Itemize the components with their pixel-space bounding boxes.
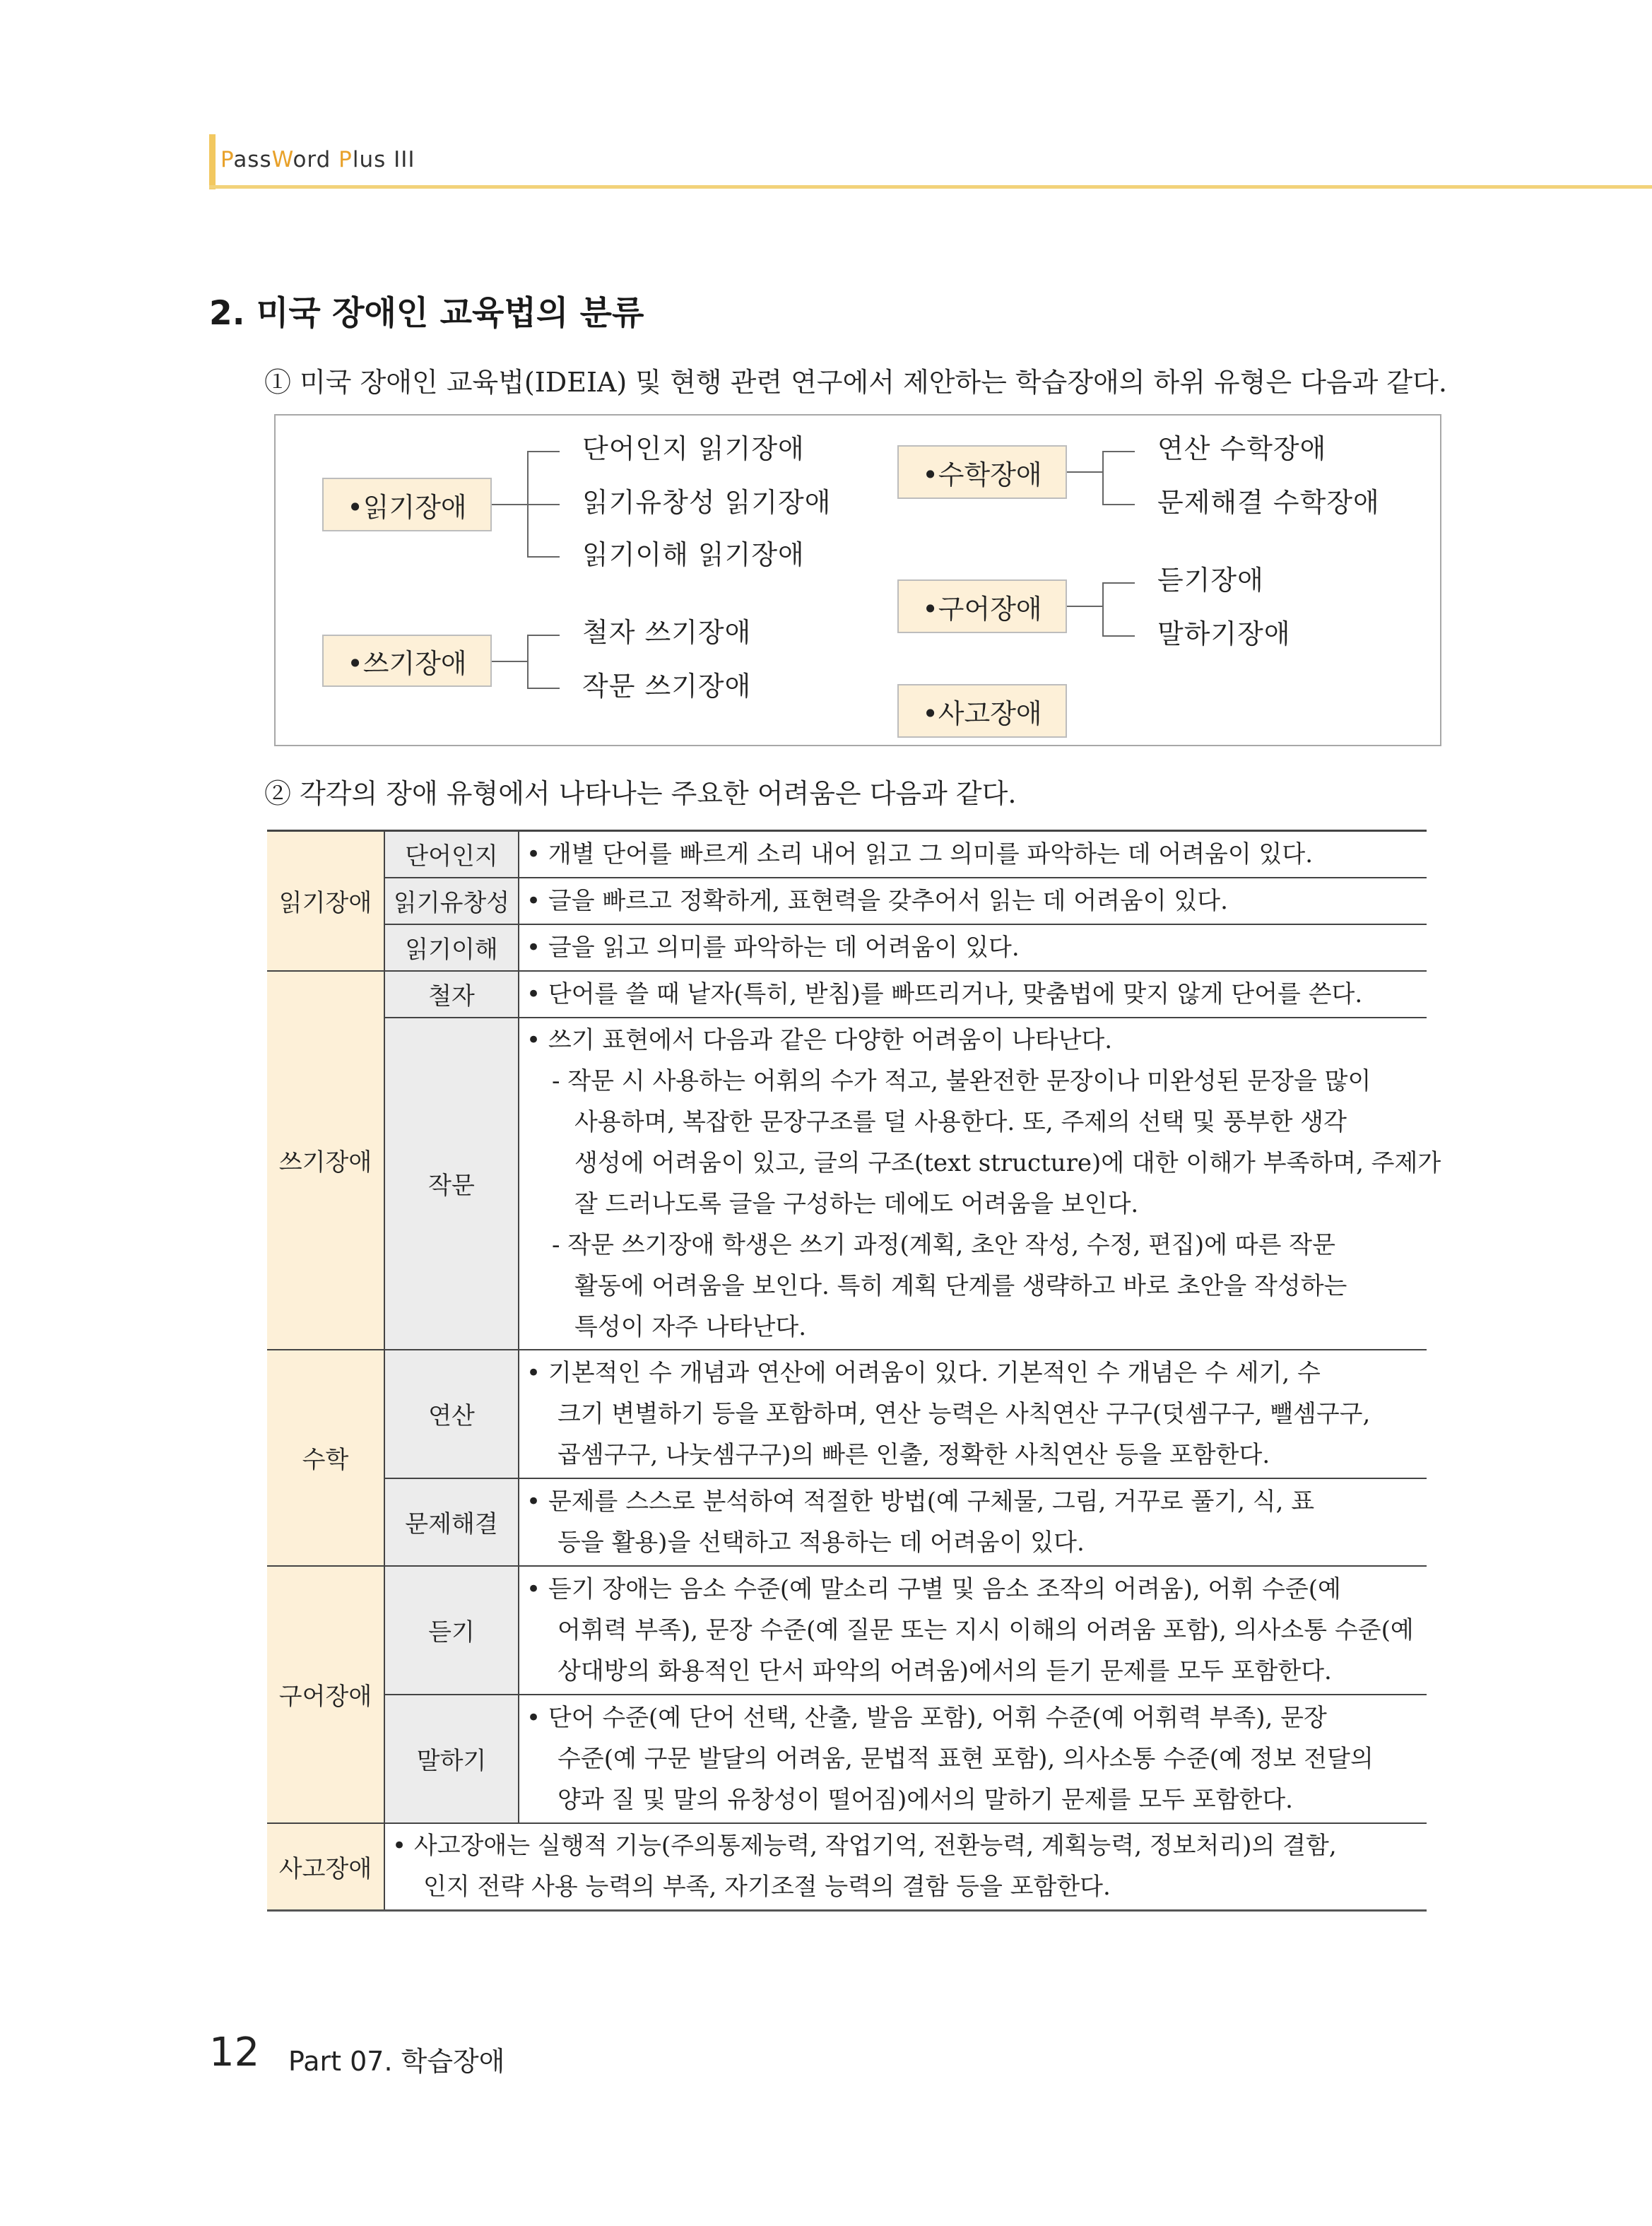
subtype-cell: 철자	[384, 971, 519, 1018]
category-cell: 읽기장애	[267, 831, 384, 971]
description-cell	[519, 924, 1427, 971]
table-row	[267, 831, 1427, 878]
description-line: 크기 변별하기 등을 포함하며, 연산 능력은 사칙연산 구구(덧셈구구, 뺄셈구구,	[557, 1399, 1371, 1428]
table-row	[267, 1350, 1427, 1478]
connector	[1102, 451, 1135, 452]
running-title-part: III	[394, 147, 415, 172]
description-line: • 단어를 쓸 때 낱자(특히, 받침)를 빠뜨리거나, 맞춤법에 맞지 않게 단어를 쓴다.	[526, 979, 1363, 1008]
subtype-cell: 말하기	[384, 1695, 519, 1823]
category-cell: 수학	[267, 1350, 384, 1566]
connector	[1102, 582, 1135, 584]
section-title: 2. 미국 장애인 교육법의 분류	[209, 294, 644, 333]
part-title: Part 07. 학습장애	[288, 2046, 505, 2077]
description-cell	[519, 1695, 1427, 1823]
math-item: 연산 수학장애	[1157, 433, 1327, 464]
connector	[527, 504, 560, 505]
running-title-part: ass	[233, 147, 272, 172]
reading-item: 읽기이해 읽기장애	[582, 539, 805, 570]
description-cell	[519, 1566, 1427, 1695]
subtype-cell: 단어인지	[384, 831, 519, 878]
header-rule	[209, 185, 1652, 189]
page-number: 12	[209, 2030, 260, 2075]
writing-disorder-box: •쓰기장애	[322, 635, 492, 687]
connector	[492, 661, 527, 662]
table-row	[267, 878, 1427, 924]
writing-item: 철자 쓰기장애	[582, 617, 752, 648]
paragraph-1: ① 미국 장애인 교육법(IDEIA) 및 현행 관련 연구에서 제안하는 학습장애의 하위 유형은 다음과 같다.	[264, 367, 1447, 398]
subtype-cell: 작문	[384, 1018, 519, 1350]
running-title-part: W	[271, 147, 293, 172]
description-line: • 사고장애는 실행적 기능(주의통제능력, 작업기억, 전환능력, 계획능력, 정보처리)의 결함,	[392, 1832, 1337, 1861]
description-line: 생성에 어려움이 있고, 글의 구조(text structure)에 대한 이해가 부족하며, 주제가	[574, 1148, 1441, 1177]
connector	[527, 635, 560, 636]
subtype-cell: 문제해결	[384, 1478, 519, 1566]
description-cell	[519, 1018, 1441, 1350]
reading-item: 단어인지 읽기장애	[582, 433, 805, 464]
table-row	[267, 1566, 1427, 1695]
description-line: - 작문 쓰기장애 학생은 쓰기 과정(계획, 초안 작성, 수정, 편집)에 따른 작문	[552, 1230, 1335, 1259]
running-title-part: P	[220, 147, 234, 172]
category-cell: 구어장애	[267, 1566, 384, 1823]
connector	[1102, 451, 1104, 505]
description-line: 특성이 자주 나타난다.	[574, 1312, 807, 1341]
description-line: • 글을 읽고 의미를 파악하는 데 어려움이 있다.	[526, 933, 1020, 962]
table-row	[267, 924, 1427, 971]
description-line: • 기본적인 수 개념과 연산에 어려움이 있다. 기본적인 수 개념은 수 세기, 수	[526, 1358, 1321, 1387]
description-cell	[519, 971, 1427, 1018]
table-row	[267, 971, 1427, 1018]
connector	[527, 635, 529, 688]
difficulty-table	[267, 830, 1441, 1912]
subtype-cell: 연산	[384, 1350, 519, 1478]
connector	[1102, 504, 1135, 505]
math-item: 문제해결 수학장애	[1157, 487, 1380, 518]
description-line: • 단어 수준(예 단어 선택, 산출, 발음 포함), 어휘 수준(예 어휘력 부족), 문장	[526, 1703, 1327, 1732]
description-line: 양과 질 및 말의 유창성이 떨어짐)에서의 말하기 문제를 모두 포함한다.	[557, 1785, 1293, 1814]
description-line: • 듣기 장애는 음소 수준(예 말소리 구별 및 음소 조작의 어려움), 어휘 수준(예	[526, 1574, 1341, 1603]
oral-item: 듣기장애	[1157, 565, 1264, 596]
category-cell: 사고장애	[267, 1823, 384, 1911]
description-line: 곱셈구구, 나눗셈구구)의 빠른 인출, 정확한 사칙연산 등을 포함한다.	[557, 1440, 1270, 1469]
connector	[527, 451, 560, 452]
connector	[1102, 635, 1135, 637]
subtype-cell: 듣기	[384, 1566, 519, 1695]
math-disorder-box: •수학장애	[897, 445, 1067, 499]
thinking-disorder-box: •사고장애	[897, 684, 1067, 738]
description-line: 등을 활용)을 선택하고 적용하는 데 어려움이 있다.	[557, 1528, 1085, 1557]
description-cell	[384, 1823, 1427, 1911]
writing-item: 작문 쓰기장애	[582, 671, 752, 702]
description-line: 수준(예 구문 발달의 어려움, 문법적 표현 포함), 의사소통 수준(예 정보 전달의	[557, 1744, 1374, 1773]
subtype-cell: 읽기유창성	[384, 878, 519, 924]
description-line: • 개별 단어를 빠르게 소리 내어 읽고 그 의미를 파악하는 데 어려움이 있다.	[526, 840, 1314, 868]
description-line: 상대방의 화용적인 단서 파악의 어려움)에서의 듣기 문제를 모두 포함한다.	[557, 1656, 1332, 1685]
running-title-part: lus	[352, 147, 394, 172]
table-row	[267, 1478, 1427, 1566]
subtype-cell: 읽기이해	[384, 924, 519, 971]
table-row	[267, 1018, 1427, 1350]
category-cell: 쓰기장애	[267, 971, 384, 1350]
description-line: 활동에 어려움을 보인다. 특히 계획 단계를 생략하고 바로 초안을 작성하는	[574, 1271, 1347, 1300]
description-line: - 작문 시 사용하는 어휘의 수가 적고, 불완전한 문장이나 미완성된 문장을 많이	[552, 1066, 1371, 1095]
description-line: • 글을 빠르고 정확하게, 표현력을 갖추어서 읽는 데 어려움이 있다.	[526, 886, 1228, 915]
description-line: 어휘력 부족), 문장 수준(예 질문 또는 지시 이해의 어려움 포함), 의사소통 수준(예	[557, 1615, 1414, 1644]
connector	[1102, 582, 1104, 636]
running-title-part: ord	[293, 147, 339, 172]
connector	[1067, 471, 1102, 473]
description-line: 인지 전략 사용 능력의 부족, 자기조절 능력의 결함 등을 포함한다.	[423, 1873, 1111, 1902]
description-line: 잘 드러나도록 글을 구성하는 데에도 어려움을 보인다.	[574, 1189, 1139, 1218]
description-line: • 문제를 스스로 분석하여 적절한 방법(예 구체물, 그림, 거꾸로 풀기, 식, 표	[526, 1487, 1315, 1516]
description-line: • 쓰기 표현에서 다음과 같은 다양한 어려움이 나타난다.	[526, 1025, 1113, 1054]
description-line: 사용하며, 복잡한 문장구조를 덜 사용한다. 또, 주제의 선택 및 풍부한 생각	[574, 1107, 1347, 1136]
oral-item: 말하기장애	[1157, 618, 1291, 649]
description-cell	[519, 831, 1427, 878]
running-title-part: P	[338, 147, 353, 172]
connector	[492, 504, 527, 505]
description-cell	[519, 1350, 1427, 1478]
reading-disorder-box: •읽기장애	[322, 478, 492, 531]
connector	[527, 556, 560, 558]
running-title	[220, 147, 415, 172]
oral-disorder-box: •구어장애	[897, 579, 1067, 633]
table-row	[267, 1695, 1427, 1823]
table-row	[267, 1823, 1427, 1911]
description-cell	[519, 1478, 1427, 1566]
header-accent-bar	[209, 134, 216, 189]
reading-item: 읽기유창성 읽기장애	[582, 487, 832, 518]
paragraph-2: ② 각각의 장애 유형에서 나타나는 주요한 어려움은 다음과 같다.	[264, 778, 1017, 809]
classification-diagram	[274, 414, 1441, 746]
connector	[527, 688, 560, 689]
description-cell	[519, 878, 1427, 924]
connector	[1067, 606, 1102, 607]
